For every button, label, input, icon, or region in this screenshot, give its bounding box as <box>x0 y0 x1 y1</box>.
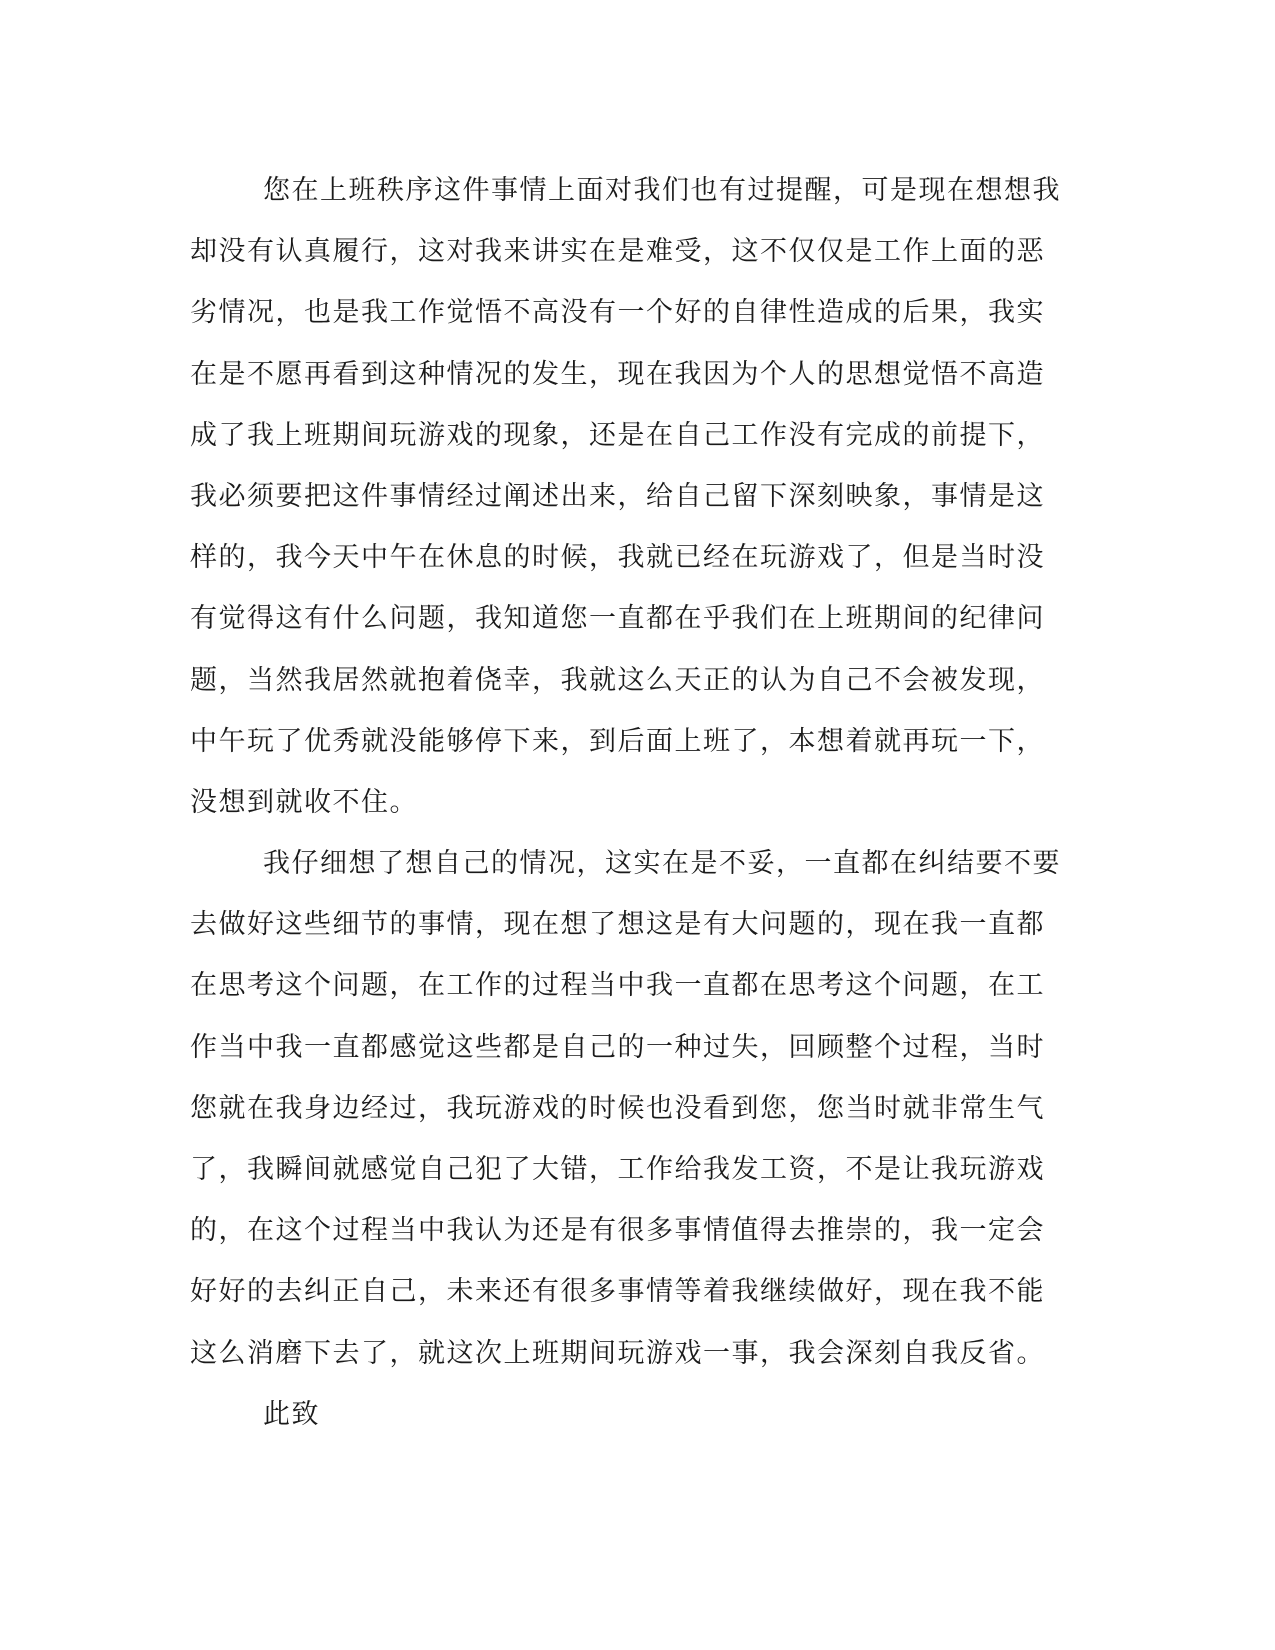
closing-salutation <box>190 1384 1070 1445</box>
paragraph-line: 作当中我一直都感觉这些都是自己的一种过失，回顾整个过程，当时 <box>190 1031 1045 1063</box>
document-body <box>190 160 1070 1445</box>
paragraph-line: 您在上班秩序这件事情上面对我们也有过提醒，可是现在想想我 <box>263 175 1061 206</box>
paragraph-line: 的，在这个过程当中我认为还是有很多事情值得去推崇的，我一定会 <box>190 1215 1045 1247</box>
paragraph-line: 好好的去纠正自己，未来还有很多事情等着我继续做好，现在我不能 <box>190 1276 1045 1308</box>
paragraph-line: 成了我上班期间玩游戏的现象，还是在自己工作没有完成的前提下， <box>190 419 1045 451</box>
paragraph-line: 这么消磨下去了，就这次上班期间玩游戏一事，我会深刻自我反省。 <box>190 1337 1045 1369</box>
paragraph-line: 中午玩了优秀就没能够停下来，到后面上班了，本想着就再玩一下， <box>190 725 1045 757</box>
closing-line: 此致 <box>263 1398 320 1430</box>
paragraph-line: 却没有认真履行，这对我来讲实在是难受，这不仅仅是工作上面的恶 <box>190 236 1045 268</box>
paragraph-line: 在思考这个问题，在工作的过程当中我一直都在思考这个问题，在工 <box>190 970 1045 1002</box>
paragraph-line: 没想到就收不住。 <box>190 786 418 818</box>
paragraph-2 <box>190 833 1070 1384</box>
paragraph-line: 去做好这些细节的事情，现在想了想这是有大问题的，现在我一直都 <box>190 909 1045 941</box>
paragraph-line: 我仔细想了想自己的情况，这实在是不妥，一直都在纠结要不要 <box>263 848 1061 880</box>
paragraph-line: 有觉得这有什么问题，我知道您一直都在乎我们在上班期间的纪律问 <box>190 603 1045 635</box>
paragraph-line: 了，我瞬间就感觉自己犯了大错，工作给我发工资，不是让我玩游戏 <box>190 1154 1045 1185</box>
paragraph-line: 我必须要把这件事情经过阐述出来，给自己留下深刻映象，事情是这 <box>190 480 1045 512</box>
paragraph-line: 您就在我身边经过，我玩游戏的时候也没看到您，您当时就非常生气 <box>190 1092 1045 1124</box>
paragraph-1 <box>190 160 1070 833</box>
paragraph-line: 劣情况，也是我工作觉悟不高没有一个好的自律性造成的后果，我实 <box>190 297 1045 329</box>
paragraph-line: 在是不愿再看到这种情况的发生，现在我因为个人的思想觉悟不高造 <box>190 358 1045 390</box>
paragraph-line: 题，当然我居然就抱着侥幸，我就这么天正的认为自己不会被发现， <box>190 664 1045 696</box>
paragraph-line: 样的，我今天中午在休息的时候，我就已经在玩游戏了，但是当时没 <box>190 542 1045 574</box>
